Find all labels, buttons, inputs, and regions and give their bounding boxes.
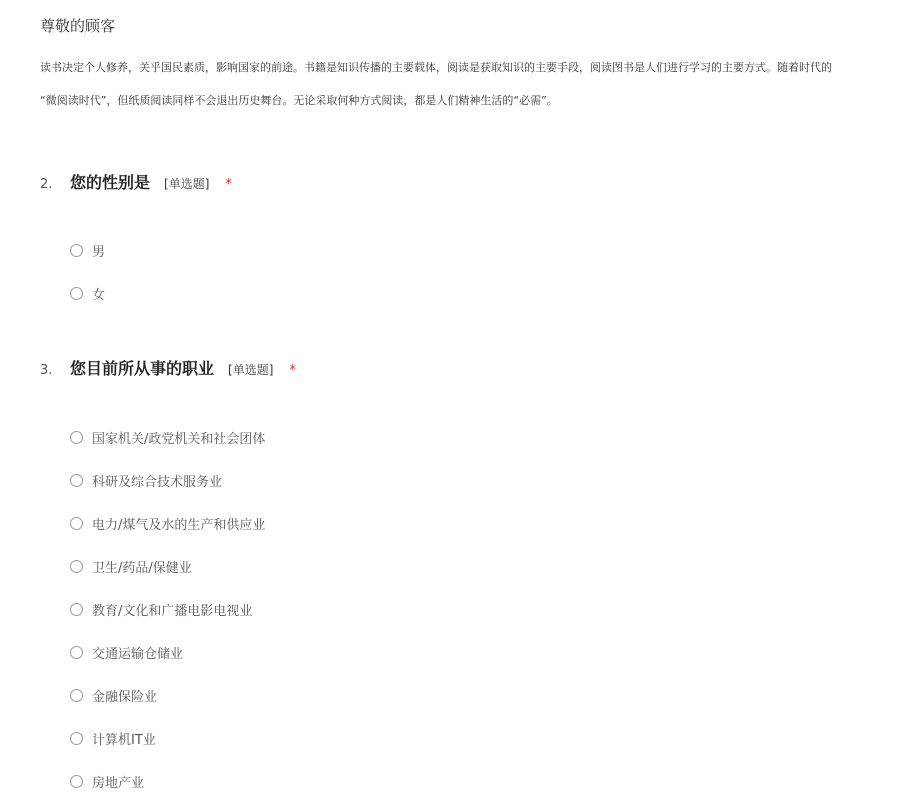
question-occupation <box>40 356 296 379</box>
required-mark: * <box>225 177 232 192</box>
option-utilities[interactable] <box>70 514 265 533</box>
option-label: 电力/煤气及水的生产和供应业 <box>92 518 266 533</box>
radio-button[interactable] <box>70 603 83 616</box>
option-label: 教育/文化和广播电影电视业 <box>92 604 253 619</box>
option-label: 国家机关/政党机关和社会团体 <box>92 432 266 447</box>
radio-button[interactable] <box>70 732 83 745</box>
radio-button[interactable] <box>70 287 83 300</box>
option-label: 科研及综合技术服务业 <box>92 475 223 490</box>
option-education[interactable] <box>70 600 252 619</box>
radio-button[interactable] <box>70 474 83 487</box>
option-finance[interactable] <box>70 686 157 705</box>
option-transport[interactable] <box>70 643 183 662</box>
question-title: 您的性别是 <box>70 173 151 192</box>
option-label: 房地产业 <box>92 776 145 791</box>
option-label: 金融保险业 <box>92 690 158 705</box>
radio-button[interactable] <box>70 431 83 444</box>
option-real-estate[interactable] <box>70 772 144 791</box>
option-label: 计算机IT业 <box>92 733 156 748</box>
radio-button[interactable] <box>70 775 83 788</box>
option-male[interactable] <box>70 241 105 260</box>
question-number: 2. <box>40 177 53 192</box>
question-gender <box>40 170 232 193</box>
question-type-label: [单选题] <box>164 177 210 191</box>
greeting-heading: 尊敬的顾客 <box>40 17 116 35</box>
radio-button[interactable] <box>70 689 83 702</box>
option-label: 男 <box>92 245 106 260</box>
intro-text-line-1: 读书决定个人修养，关乎国民素质，影响国家的前途。书籍是知识传播的主要载体，阅读是获取知识的主要手段，阅读图书是人们进行学习的主要方式。随着时代的 <box>40 61 832 74</box>
question-type-label: [单选题] <box>228 363 274 377</box>
option-female[interactable] <box>70 284 105 303</box>
option-research[interactable] <box>70 471 222 490</box>
option-government[interactable] <box>70 428 265 447</box>
radio-button[interactable] <box>70 244 83 257</box>
required-mark: * <box>289 363 296 378</box>
radio-button[interactable] <box>70 560 83 573</box>
option-label: 卫生/药品/保健业 <box>92 561 192 576</box>
option-it[interactable] <box>70 729 156 748</box>
option-label: 女 <box>92 288 106 303</box>
radio-button[interactable] <box>70 517 83 530</box>
intro-text-line-2: “微阅读时代”，但纸质阅读同样不会退出历史舞台。无论采取何种方式阅读，都是人们精神生活的“必需”。 <box>40 94 558 107</box>
option-label: 交通运输仓储业 <box>92 647 184 662</box>
radio-button[interactable] <box>70 646 83 659</box>
question-number: 3. <box>40 363 53 378</box>
question-title: 您目前所从事的职业 <box>70 359 215 378</box>
option-health[interactable] <box>70 557 192 576</box>
